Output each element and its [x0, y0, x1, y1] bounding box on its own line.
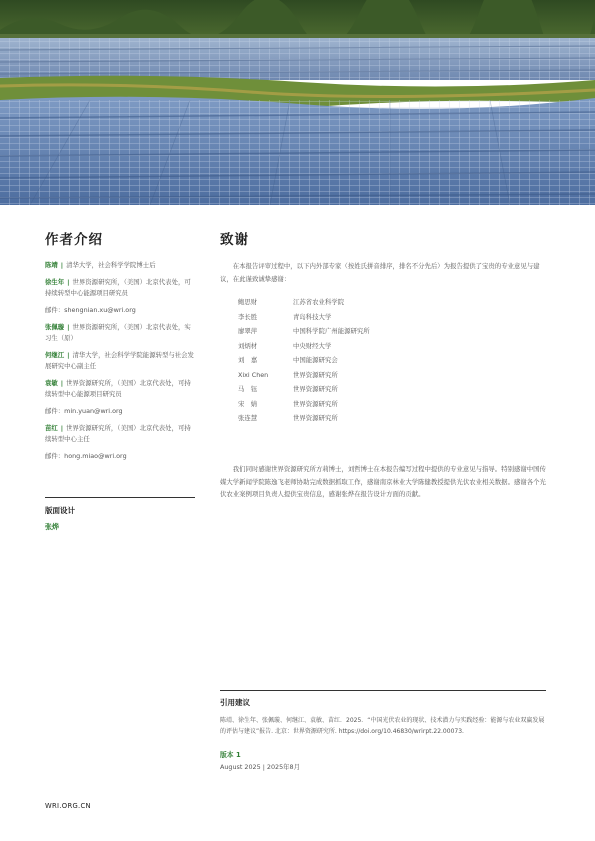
- author-name: 徐生年: [45, 278, 65, 286]
- reviewer-list: [238, 295, 370, 426]
- author-affiliation: 世界资源研究所，（美国）北京代表处，可持续转型中心能源项目研究员: [45, 278, 191, 297]
- author-affiliation: 世界资源研究所，（美国）北京代表处，实习生（原）: [45, 323, 191, 342]
- author-email[interactable]: 邮件：hong.miao@wri.org: [45, 452, 127, 460]
- author-name: 苗红: [45, 424, 58, 432]
- author-entry: [45, 260, 195, 271]
- reviewer-name: 廖翠萍: [238, 327, 258, 335]
- author-entry: [45, 277, 195, 299]
- reviewer-name: 李长胜: [238, 312, 258, 321]
- author-affiliation: 清华大学，社会科学学院能源转型与社会发展研究中心副主任: [45, 351, 194, 370]
- reviewer-name: Xixi Chen: [238, 370, 269, 379]
- author-entry: [45, 423, 195, 445]
- reviewer-name: 马 钰: [238, 385, 258, 393]
- author-affiliation: 世界资源研究所，（美国）北京代表处，可持续转型中心能源项目研究员: [45, 379, 191, 398]
- reviewer-name: 刘炳材: [238, 341, 258, 350]
- reviewer-org: 世界资源研究所: [293, 399, 338, 408]
- thanks-paragraph: 我们同时感谢世界资源研究所方莉博士，刘哲博士在本报告编写过程中提供的专业意见与指导。特别感谢中国传媒大学新闻学院陈逸飞老师协助完成数据抓取工作，感谢南京林业大学陈健教授提供光伏农业相关数据。感谢各个光伏农业案例项目负责人提供宝贵信息，感谢张烨在报告设计方面的贡献。: [220, 465, 546, 498]
- reviewer-org: 江苏省农业科学院: [293, 298, 345, 306]
- separator: |: [67, 278, 70, 286]
- author-entry: [45, 322, 195, 344]
- author-affiliation: 世界资源研究所，（美国）北京代表处，可持续转型中心主任: [45, 424, 191, 443]
- reviewer-name: 鲍思财: [238, 298, 258, 306]
- separator: |: [60, 424, 64, 432]
- author-name: 袁敏: [45, 379, 58, 387]
- reviewer-org: 中国科学院广州能源研究所: [293, 327, 370, 335]
- reviewer-org: 世界资源研究所: [293, 370, 338, 379]
- reviewer-row: [238, 353, 370, 368]
- authors-heading: 作者介绍: [45, 232, 103, 248]
- reviewer-org: 世界资源研究所: [293, 414, 338, 422]
- additional-thanks: [220, 463, 546, 501]
- reviewer-row: [238, 411, 370, 426]
- author-affiliation: 清华大学，社会科学学院博士后: [66, 261, 156, 269]
- cover-photo-solar-farm: [0, 0, 595, 205]
- separator: |: [67, 323, 70, 331]
- author-entry: [45, 378, 195, 400]
- acknowledgements-section: [220, 228, 546, 285]
- reviewer-row: [238, 368, 370, 383]
- author-name: 何继江: [45, 351, 65, 359]
- author-email[interactable]: 邮件：shengnian.xu@wri.org: [45, 306, 136, 314]
- citation-text: 陈靖、徐生年、张佩璇、何继江、袁敏、苗红．2025．“中国光伏农业的现状、技术潜力与实践经验：能源与农业双赢发展的评估与建议”报告. 北京：世界资源研究所. https://doi.org/10.46830/wrirpt.22.00073.: [220, 717, 545, 735]
- reviewer-row: [238, 382, 370, 397]
- author-entry: [45, 350, 195, 372]
- designer-name: 张烨: [45, 523, 59, 531]
- author-name: 陈靖: [45, 261, 58, 269]
- reviewer-org: 世界资源研究所: [293, 385, 338, 393]
- reviewer-row: [238, 339, 370, 354]
- reviewer-name: 宋 婧: [238, 399, 258, 408]
- reviewer-org: 中国能源研究会: [293, 356, 338, 364]
- footer-website-link[interactable]: WRI.ORG.CN: [45, 802, 91, 810]
- reviewer-name: 张连慧: [238, 414, 258, 422]
- authors-section: [45, 228, 195, 468]
- reviewer-org: 青岛科技大学: [293, 312, 332, 321]
- citation-heading: 引用建议: [220, 698, 250, 707]
- reviewer-row: [238, 397, 370, 412]
- author-name: 张佩璇: [45, 323, 65, 331]
- divider: [45, 497, 195, 498]
- reviewer-name: 刘 嘉: [238, 356, 258, 364]
- divider: [220, 690, 546, 691]
- version-label: 版本 1: [220, 751, 241, 759]
- design-heading: 版面设计: [45, 506, 75, 515]
- reviewer-row: [238, 324, 370, 339]
- reviewer-row: [238, 310, 370, 325]
- separator: |: [60, 261, 64, 269]
- separator: |: [60, 379, 64, 387]
- reviewer-org: 中央财经大学: [293, 341, 332, 350]
- version-date: August 2025 | 2025年8月: [220, 763, 300, 771]
- acknowledgements-heading: 致谢: [220, 232, 249, 248]
- acknowledgements-intro: 在本报告评审过程中，以下内外部专家（按姓氏拼音排序，排名不分先后）为报告提供了宝贵的专业意见与建议，在此谨致诚挚感谢：: [220, 262, 540, 283]
- separator: |: [67, 351, 70, 359]
- reviewer-row: [238, 295, 370, 310]
- author-email[interactable]: 邮件：min.yuan@wri.org: [45, 407, 123, 415]
